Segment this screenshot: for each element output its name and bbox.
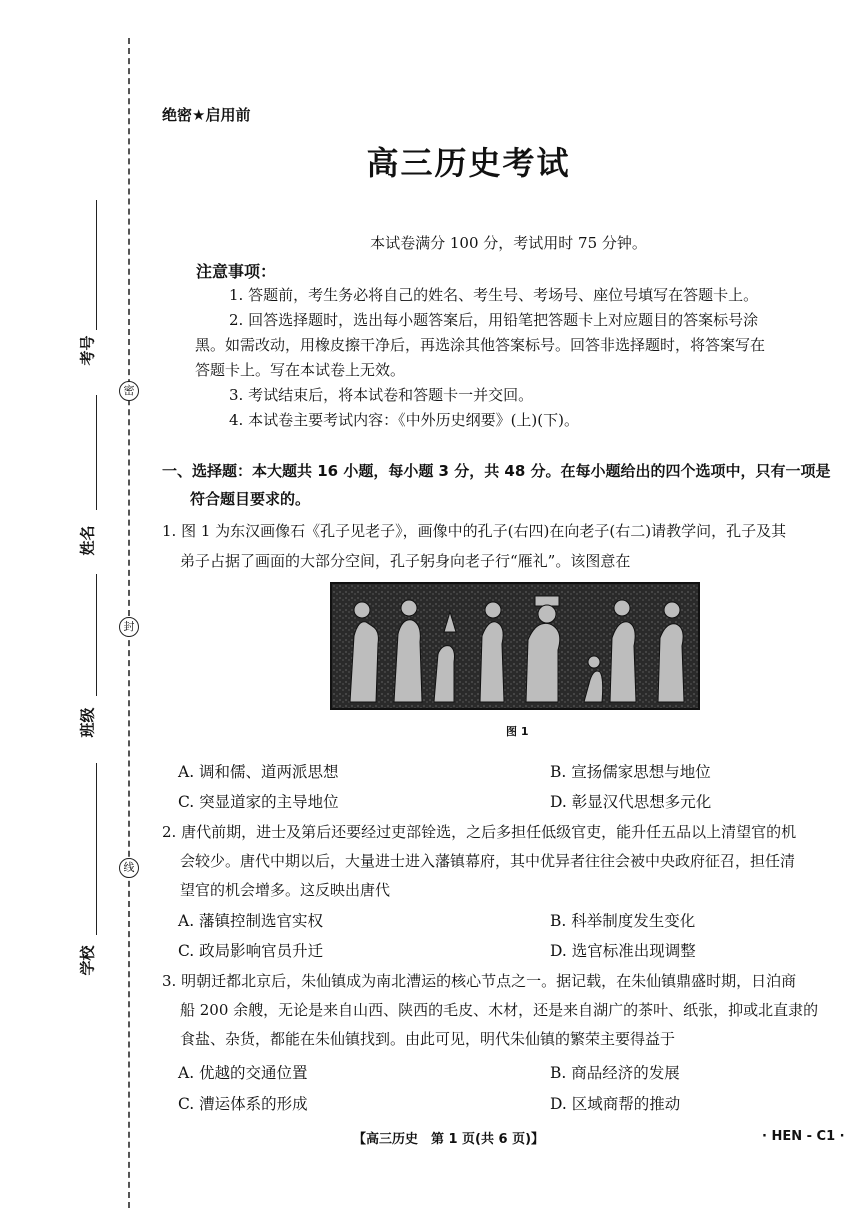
notice-heading: 注意事项： bbox=[196, 262, 277, 281]
figure-1-stone-relief bbox=[330, 582, 700, 710]
seal-xian: 线 bbox=[119, 858, 139, 878]
school-line bbox=[96, 763, 97, 935]
seal-feng: 封 bbox=[119, 617, 139, 637]
question-2-line-2: 会较少。唐代中期以后，大量进士进入藩镇幕府，其中优异者往往会被中央政府征召，担任清 bbox=[180, 852, 796, 870]
question-2-option-c: C. 政局影响官员升迁 bbox=[178, 942, 324, 960]
exam-code: · HEN - C1 · bbox=[762, 1129, 845, 1144]
exam-number-line bbox=[96, 200, 97, 330]
question-3-option-a: A. 优越的交通位置 bbox=[178, 1064, 308, 1082]
question-1-option-d: D. 彰显汉代思想多元化 bbox=[550, 793, 712, 811]
exam-number-label: 考号 bbox=[78, 335, 97, 366]
question-1-option-b: B. 宣扬儒家思想与地位 bbox=[550, 763, 711, 781]
notice-item-4: 4. 本试卷主要考试内容：《中外历史纲要》(上)(下)。 bbox=[229, 411, 579, 429]
question-3-line-2: 船 200 余艘，无论是来自山西、陕西的毛皮、木材，还是来自湖广的茶叶、纸张，抑或北直隶的 bbox=[180, 1001, 819, 1019]
question-1-line-1: 1. 图 1 为东汉画像石《孔子见老子》，画像中的孔子(右四)在向老子(右二)请教学问，孔子及其 bbox=[162, 522, 787, 540]
notice-item-2: 2. 回答选择题时，选出每小题答案后，用铅笔把答题卡上对应题目的答案标号涂 bbox=[229, 311, 759, 329]
question-2-option-a: A. 藩镇控制选官实权 bbox=[178, 912, 324, 930]
question-1-line-2: 弟子占据了画面的大部分空间，孔子躬身向老子行“雁礼”。该图意在 bbox=[180, 552, 631, 570]
question-1-option-a: A. 调和儒、道两派思想 bbox=[178, 763, 339, 781]
name-label: 姓名 bbox=[78, 525, 97, 556]
section-heading-cont: 符合题目要求的。 bbox=[190, 490, 311, 508]
question-3-option-d: D. 区域商帮的推动 bbox=[550, 1095, 681, 1113]
figure-1-caption: 图 1 bbox=[506, 725, 529, 738]
notice-item-2-end: 答题卡上。写在本试卷上无效。 bbox=[195, 361, 406, 379]
notice-item-3: 3. 考试结束后，将本试卷和答题卡一并交回。 bbox=[229, 386, 534, 404]
section-heading: 一、选择题：本大题共 16 小题，每小题 3 分，共 48 分。在每小题给出的四个选项中，只有一项是 bbox=[162, 462, 831, 480]
exam-subtitle: 本试卷满分 100 分，考试用时 75 分钟。 bbox=[370, 234, 647, 252]
question-3-line-1: 3. 明朝迁都北京后，朱仙镇成为南北漕运的核心节点之一。据记载，在朱仙镇鼎盛时期，日泊商 bbox=[162, 972, 797, 990]
question-1-option-c: C. 突显道家的主导地位 bbox=[178, 793, 339, 811]
notice-item-1: 1. 答题前，考生务必将自己的姓名、考生号、考场号、座位号填写在答题卡上。 bbox=[229, 286, 759, 304]
question-3-option-b: B. 商品经济的发展 bbox=[550, 1064, 680, 1082]
class-line bbox=[96, 574, 97, 696]
school-label: 学校 bbox=[78, 945, 97, 976]
page-footer: 【高三历史 第 1 页(共 6 页)】 bbox=[352, 1132, 545, 1147]
question-2-option-b: B. 科举制度发生变化 bbox=[550, 912, 696, 930]
name-line bbox=[96, 395, 97, 510]
confidential-label: 绝密★启用前 bbox=[162, 106, 251, 124]
question-3-option-c: C. 漕运体系的形成 bbox=[178, 1095, 308, 1113]
seal-mi: 密 bbox=[119, 381, 139, 401]
question-2-line-1: 2. 唐代前期，进士及第后还要经过吏部铨选，之后多担任低级官吏，能升任五品以上清望官的机 bbox=[162, 823, 797, 841]
question-2-line-3: 望官的机会增多。这反映出唐代 bbox=[180, 881, 391, 899]
question-2-option-d: D. 选官标准出现调整 bbox=[550, 942, 696, 960]
notice-item-2-cont: 黑。如需改动，用橡皮擦干净后，再选涂其他答案标号。回答非选择题时，将答案写在 bbox=[195, 336, 766, 354]
question-3-line-3: 食盐、杂货，都能在朱仙镇找到。由此可见，明代朱仙镇的繁荣主要得益于 bbox=[180, 1030, 676, 1048]
exam-title: 高三历史考试 bbox=[366, 144, 571, 182]
class-label: 班级 bbox=[78, 707, 97, 738]
